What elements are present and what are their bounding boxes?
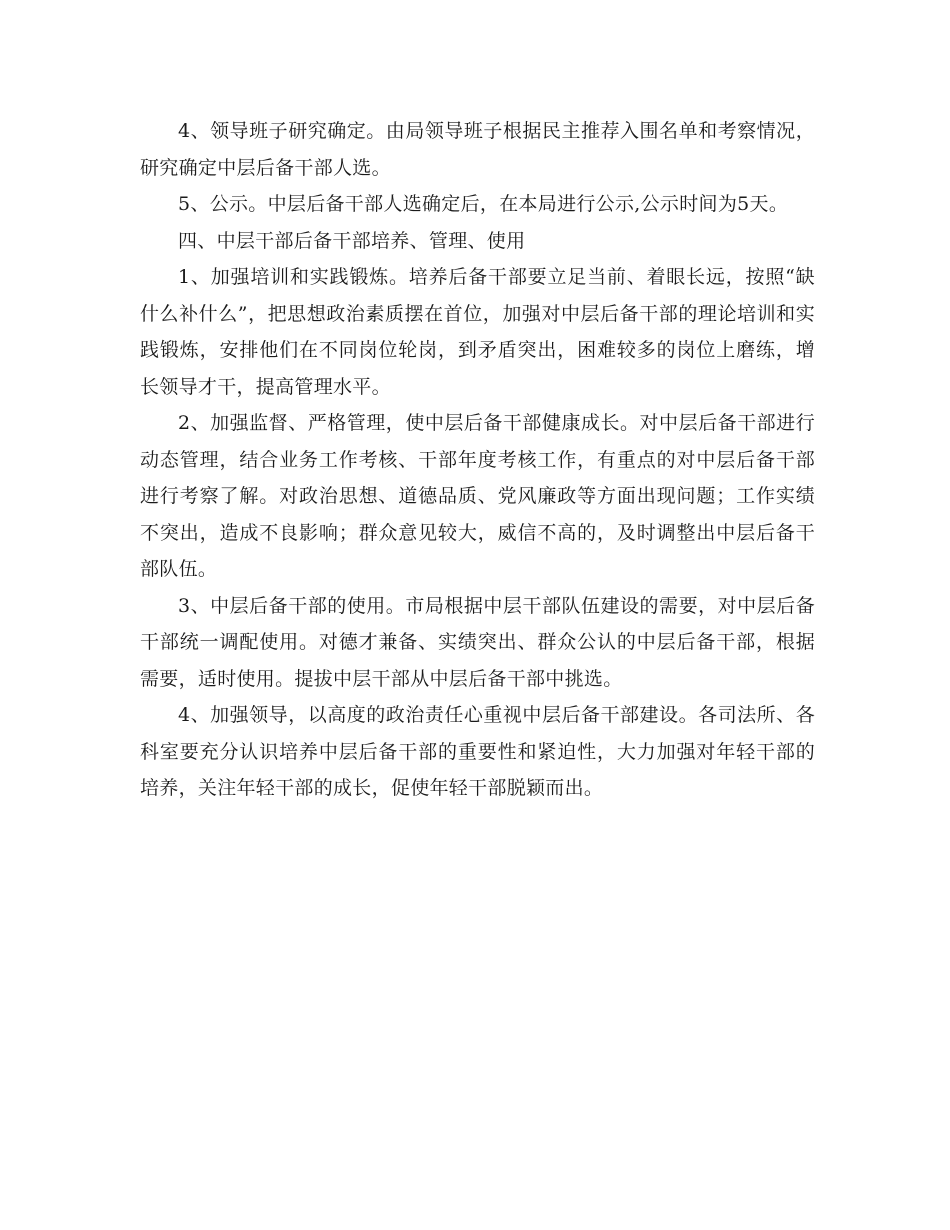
section-heading-training-management-use: 四、中层干部后备干部培养、管理、使用 xyxy=(178,229,526,252)
paragraph-leadership-decision: 4、领导班子研究确定。由局领导班子根据民主推荐入围名单和考察情况，研究确定中层后备干部人选。 xyxy=(140,120,815,179)
paragraph-strengthen-leadership: 4、加强领导，以高度的政治责任心重视中层后备干部建设。各司法所、各科室要充分认识培养中层后备干部的重要性和紧迫性，大力加强对年轻干部的培养，关注年轻干部的成长，促使年轻干部脱颖而出。 xyxy=(140,704,815,799)
paragraph-reserve-cadre-use: 3、中层后备干部的使用。市局根据中层干部队伍建设的需要，对中层后备干部统一调配使用。对德才兼备、实绩突出、群众公认的中层后备干部，根据需要，适时使用。提拔中层干部从中层后备干部中挑选。 xyxy=(140,594,815,690)
document-body xyxy=(140,113,815,807)
paragraph-supervision-management: 2、加强监督、严格管理，使中层后备干部健康成长。对中层后备干部进行动态管理，结合业务工作考核、干部年度考核工作，有重点的对中层后备干部进行考察了解。对政治思想、道德品质、党风廉政等方面出现问题；工作实绩不突出，造成不良影响；群众意见较大，威信不高的，及时调整出中层后备干部队伍。 xyxy=(140,412,815,580)
paragraph-training-practice: 1、加强培训和实践锻炼。培养后备干部要立足当前、着眼长远，按照“缺什么补什么”，把思想政治素质摆在首位，加强对中层后备干部的理论培训和实践锻炼，安排他们在不同岗位轮岗，到矛盾突出，困难较多的岗位上磨练，增长领导才干，提高管理水平。 xyxy=(140,266,815,398)
paragraph-public-notice: 5、公示。中层后备干部人选确定后，在本局进行公示,公示时间为5天。 xyxy=(178,193,789,215)
